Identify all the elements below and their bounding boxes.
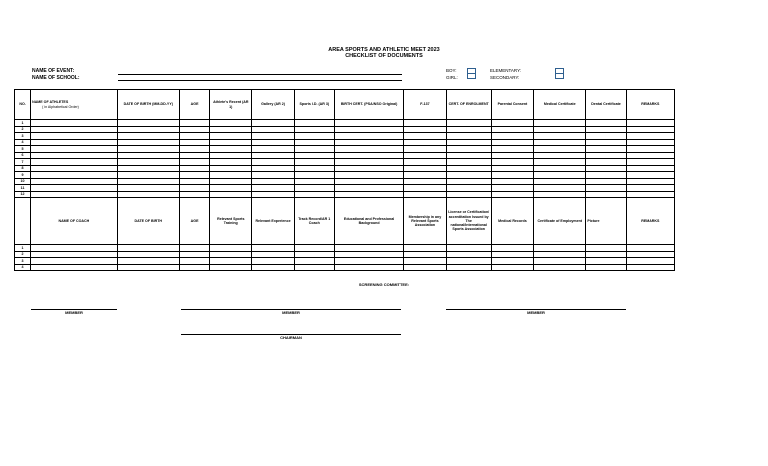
table-cell[interactable] [534,264,586,271]
row-number: 1 [15,245,31,252]
header-cell: AGE [179,198,209,245]
boy-label: BOY: [446,68,457,73]
header-cell: REMARKS [626,90,674,120]
member-1-label: MEMBER [65,310,83,315]
header-cell: Picture [586,198,626,245]
row-number: 3 [15,258,31,265]
checklist-table [14,89,675,271]
form-subtitle: CHECKLIST OF DOCUMENTS [345,53,423,59]
header-cell: Medical Records [491,198,533,245]
event-field[interactable] [118,74,402,75]
row-number: 4 [15,264,31,271]
table-cell[interactable] [294,264,334,271]
header-cell [15,198,31,245]
header-cell: Medical Certificate [534,90,586,120]
alphabetical-note: ( in Alphabetical Order) [42,104,79,109]
table-cell[interactable] [210,264,252,271]
row-number: 3 [15,133,31,140]
header-cell: Dental Certificate [586,90,626,120]
table-cell[interactable] [491,264,533,271]
row-number: 10 [15,178,31,185]
row-number: 6 [15,152,31,159]
table-cell[interactable] [252,264,294,271]
table-cell[interactable] [334,264,403,271]
header-cell: NAME OF COACH [31,198,118,245]
table-cell[interactable] [586,264,626,271]
header-cell: Educational and Professional Background [334,198,403,245]
table-cell[interactable] [117,264,179,271]
row-number: 9 [15,172,31,179]
row-number: 12 [15,191,31,198]
level-checkbox[interactable] [555,68,564,79]
header-cell: Athlete's Recent (AR 1) [210,90,252,120]
header-cell: F-137 [404,90,446,120]
header-cell: License or Certification/ accreditation Issued by The national/International Sports Association [446,198,491,245]
header-cell: Relevant Experience [252,198,294,245]
athlete-name-header: NAME OF ATHLETES ( in Alphabetical Order) [31,90,118,120]
chairman-label: CHAIRMAN [280,335,302,340]
school-label: NAME OF SCHOOL: [32,75,80,81]
row-number: 8 [15,165,31,172]
coach-header-row [15,198,675,245]
header-cell: Relevant Sports Training [210,198,252,245]
table-cell[interactable] [31,264,118,271]
header-cell: DATE OF BIRTH (MM-DD-YY) [117,90,179,120]
row-number: 5 [15,146,31,153]
header-cell: Sports I.D. (AR 3) [294,90,334,120]
school-field[interactable] [118,80,402,81]
elementary-label: ELEMENTARY: [490,68,522,73]
header-cell: BIRTH CERT. (PSA/NSO Original) [334,90,403,120]
secondary-label: SECONDARY: [490,75,520,80]
event-label: NAME OF EVENT: [32,68,75,74]
row-number: 7 [15,159,31,166]
header-cell: Parental Consent [491,90,533,120]
table-cell[interactable] [446,264,491,271]
member-3-label: MEMBER [527,310,545,315]
header-cell: DATE OF BIRTH [117,198,179,245]
header-cell: REMARKS [626,198,674,245]
header-cell: Track Record/AR 1 Coach [294,198,334,245]
table-cell[interactable] [179,264,209,271]
form-title: AREA SPORTS AND ATHLETIC MEET 2023 [328,47,440,53]
gender-checkbox[interactable] [467,68,476,79]
row-number: 4 [15,139,31,146]
table-row [15,264,675,271]
header-cell: AGE [179,90,209,120]
athlete-header-row [15,90,675,120]
header-cell: NO. [15,90,31,120]
member-2-label: MEMBER [282,310,300,315]
table-cell[interactable] [626,264,674,271]
row-number: 1 [15,120,31,127]
girl-label: GIRL: [446,75,458,80]
header-cell: Membership in any Relevant Sports Association [404,198,446,245]
screening-committee-label: SCREENING COMMITTEE: [358,282,410,287]
row-number: 2 [15,126,31,133]
header-cell: Certificate of Employment [534,198,586,245]
table-cell[interactable] [404,264,446,271]
header-cell: CERT. OF ENROLMENT [446,90,491,120]
row-number: 11 [15,185,31,192]
header-cell: Gallery (AR 2) [252,90,294,120]
row-number: 2 [15,251,31,258]
